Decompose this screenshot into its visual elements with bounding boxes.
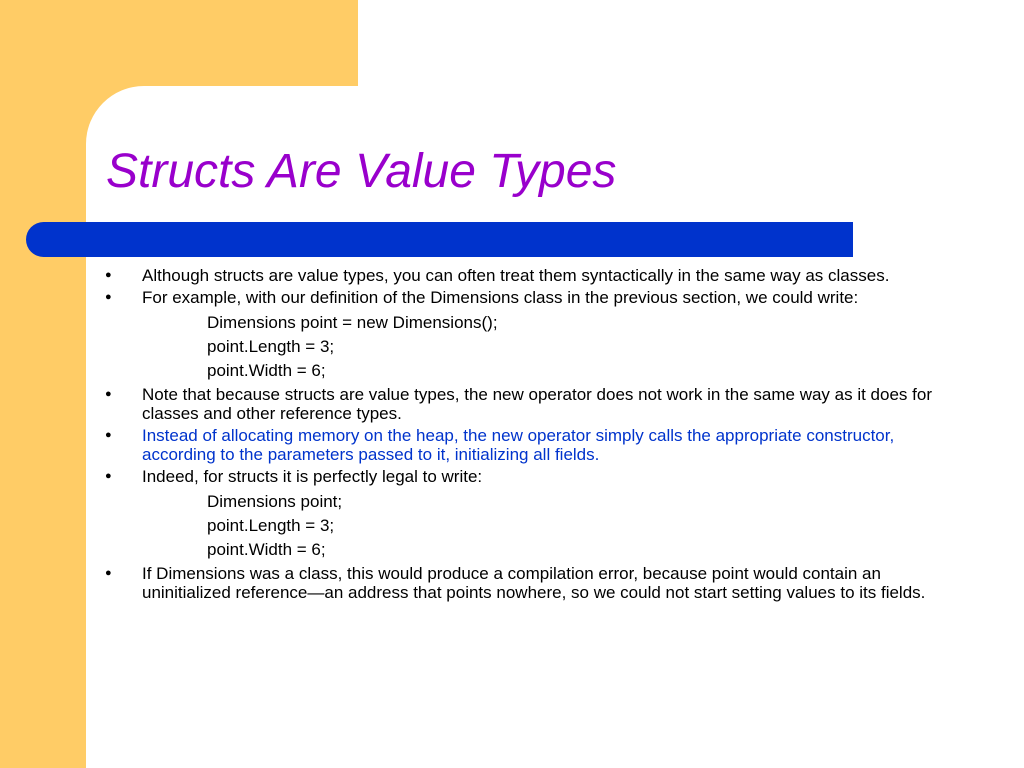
bullet-dot-icon: ● bbox=[105, 269, 112, 281]
code-line: point.Width = 6; bbox=[207, 361, 326, 380]
code-line: point.Length = 3; bbox=[207, 337, 335, 356]
bullet-text: Although structs are value types, you can often treat them syntactically in the same way as classes. bbox=[142, 266, 890, 285]
bullet-dot-icon: ● bbox=[105, 388, 112, 400]
bullet-text: Note that because structs are value types, the new operator does not work in the same way as it does for classes and other reference types. bbox=[142, 385, 932, 423]
bullet-item-highlighted bbox=[105, 426, 945, 464]
bullet-item bbox=[105, 564, 945, 602]
body-list bbox=[105, 266, 945, 605]
code-line: point.Width = 6; bbox=[207, 540, 326, 559]
bullet-text-highlighted: Instead of allocating memory on the heap, the new operator simply calls the appropriate constructor, according to the parameters passed to it, initializing all fields. bbox=[142, 426, 895, 464]
title-underline-bar bbox=[26, 222, 853, 257]
bullet-dot-icon: ● bbox=[105, 470, 112, 482]
bullet-text: Indeed, for structs it is perfectly legal to write: bbox=[142, 467, 483, 486]
bullet-dot-icon: ● bbox=[105, 567, 112, 579]
code-line: Dimensions point = new Dimensions(); bbox=[207, 313, 498, 332]
bullet-dot-icon: ● bbox=[105, 429, 112, 441]
bullet-text: If Dimensions was a class, this would produce a compilation error, because point would contain an uninitialized reference—an address that points nowhere, so we could not start setting values to its fields. bbox=[142, 564, 926, 602]
bullet-text: For example, with our definition of the Dimensions class in the previous section, we could write: bbox=[142, 288, 859, 307]
bullet-item bbox=[105, 467, 945, 486]
bullet-dot-icon: ● bbox=[105, 291, 112, 303]
bullet-item bbox=[105, 266, 945, 285]
bullet-item bbox=[105, 385, 945, 423]
bullet-item bbox=[105, 288, 945, 307]
code-line: point.Length = 3; bbox=[207, 516, 335, 535]
code-line: Dimensions point; bbox=[207, 492, 343, 511]
slide-title: Structs Are Value Types bbox=[106, 145, 617, 198]
